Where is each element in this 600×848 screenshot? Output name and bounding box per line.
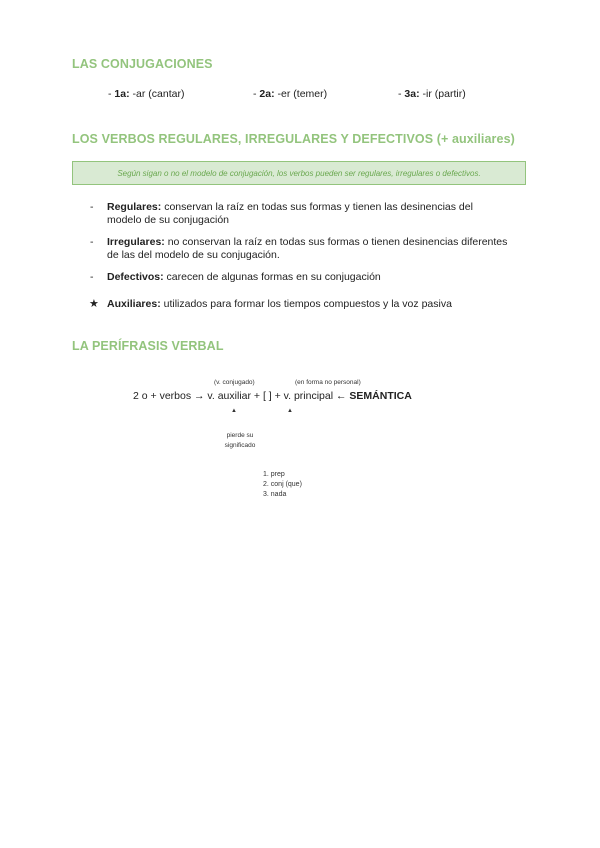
- section-title-conjugaciones: LAS CONJUGACIONES: [72, 57, 213, 71]
- conjugation-number: 3a:: [404, 88, 420, 100]
- conjugation-prefix: -: [253, 88, 260, 100]
- term-label: Regulares:: [107, 201, 162, 213]
- term-definition: no conservan la raíz en todas sus formas o tienen desinencias diferentes de las del modelo de su conjugación.: [107, 236, 508, 261]
- conjugation-number: 1a:: [114, 88, 130, 100]
- conjugation-text: -ar (cantar): [129, 88, 185, 100]
- conjugation-item-2: [253, 88, 327, 100]
- note-pierde: pierde su significado: [224, 432, 256, 449]
- connector-options: [263, 470, 302, 500]
- note-no-personal: (en forma no personal): [295, 379, 361, 386]
- conjugation-number: 2a:: [259, 88, 275, 100]
- section-title-perifrasis: LA PERÍFRASIS VERBAL: [72, 339, 224, 353]
- arrow-up-icon: ▲: [287, 408, 293, 414]
- term-definition: conservan la raíz en todas sus formas y tienen las desinencias del modelo de su conjugación: [107, 201, 473, 226]
- note-conjugado: (v. conjugado): [214, 379, 255, 386]
- section-title-verbos: LOS VERBOS REGULARES, IRREGULARES Y DEFECTIVOS (+ auxiliares): [72, 132, 515, 146]
- list-item: [90, 236, 510, 262]
- bullet-dash: -: [90, 271, 94, 283]
- definition-callout: [72, 161, 526, 185]
- formula-text: 2 o + verbos → v. auxiliar + [ ] + v. principal ←: [133, 390, 350, 402]
- conjugation-prefix: -: [108, 88, 115, 100]
- term-definition: utilizados para formar los tiempos compuestos y la voz pasiva: [160, 298, 452, 310]
- list-item: 2. conj (que): [263, 481, 302, 488]
- list-item: [90, 271, 510, 284]
- term-definition: carecen de algunas formas en su conjugación: [163, 271, 381, 283]
- star-icon: ★: [89, 298, 99, 310]
- bullet-dash: -: [90, 201, 94, 213]
- term-label: Irregulares:: [107, 236, 165, 248]
- term-label: Auxiliares:: [107, 298, 161, 310]
- conjugation-item-1: [108, 88, 184, 100]
- list-item: [90, 201, 510, 227]
- conjugation-item-3: [398, 88, 466, 100]
- arrow-up-icon: ▲: [231, 408, 237, 414]
- list-item: 3. nada: [263, 491, 287, 498]
- perifrasis-formula: [133, 390, 412, 402]
- list-item-auxiliares: [90, 298, 510, 311]
- conjugation-text: -ir (partir): [419, 88, 466, 100]
- list-item: 1. prep: [263, 471, 285, 478]
- callout-text: Según sigan o no el modelo de conjugación, los verbos pueden ser regulares, irregulares o defectivos.: [117, 168, 481, 178]
- term-label: Defectivos:: [107, 271, 164, 283]
- conjugation-prefix: -: [398, 88, 405, 100]
- verb-types-list: [90, 201, 510, 320]
- conjugation-text: -er (temer): [274, 88, 328, 100]
- bullet-dash: -: [90, 236, 94, 248]
- formula-semantica: SEMÁNTICA: [349, 390, 412, 402]
